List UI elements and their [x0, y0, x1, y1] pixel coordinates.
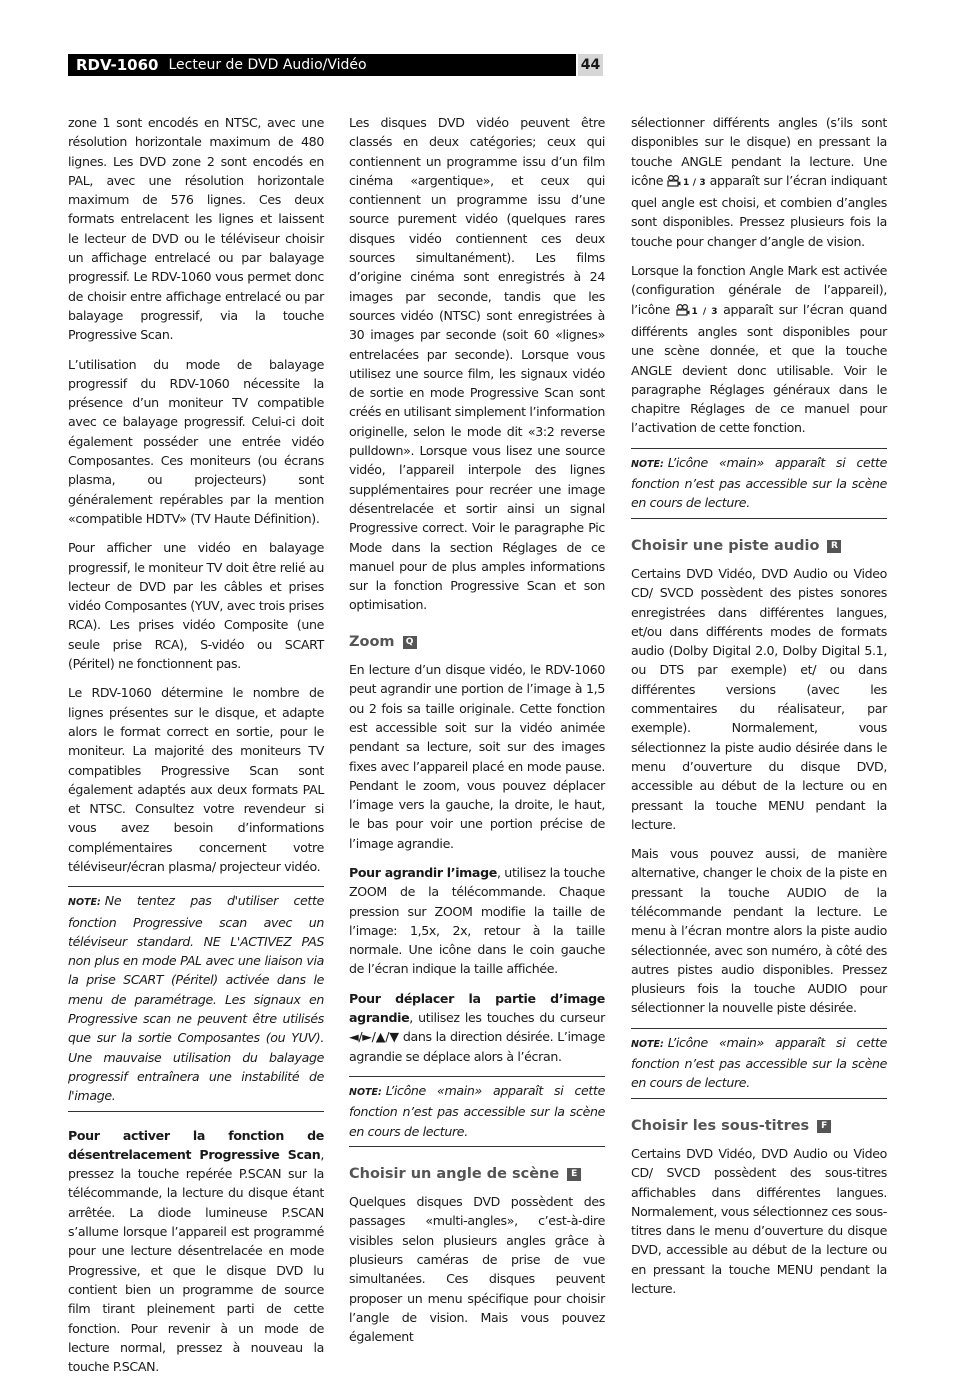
paragraph: Quelques disques DVD possèdent des passages «multi-angles», c’est-à-dire visibles selon plusieurs angles grâce à plusieurs caméras de prise de vue simultanées. Ces disques peuvent proposer un menu spécifique pour choisir l’angle de vision. Mais vous pouvez également: [349, 1194, 605, 1345]
remote-key-badge: R: [827, 540, 841, 553]
paragraph-text: sélectionner différents angles (s’ils sont disponibles sur le disque) en pressant la touche ANGLE pendant la lecture. Une icône: [631, 115, 887, 188]
camera-angle-icon: [676, 304, 690, 316]
angle-fraction: 1 / 3: [691, 306, 718, 317]
paragraph-text: apparaît sur l’écran quand différents angles sont disponibles pour une scène donnée, et que la touche ANGLE devient donc utilisable. Voir le paragraphe Réglages généraux dans le chapitre Réglages de ce manuel pour l’activation de cette fonction.: [631, 301, 888, 436]
paragraph-text: , utilisez la touche ZOOM de la télécommande. Chaque pression sur ZOOM modifie la taille de l’image: 1,5x, 2x, retour à la taille normale. Une icône dans le coin gauche de l’écran indique la taille affichée.: [349, 864, 605, 977]
camera-angle-icon: [667, 175, 681, 187]
bold-lead: Pour activer la fonction de désentrelacement Progressive Scan: [68, 1127, 324, 1162]
remote-key-badge: F: [817, 1120, 831, 1133]
paragraph: [349, 863, 605, 979]
note-text: L’icône «main» apparaît si cette fonction n’est pas accessible sur la scène en cours de lecture.: [631, 454, 887, 511]
paragraph: [631, 113, 887, 251]
note-box: [631, 448, 887, 519]
paragraph: Les disques DVD vidéo peuvent être classés en deux catégories; ceux qui contiennent un programme issu d’un film cinéma «argentique», et ceux qui contiennent un programme issu d’une source purement vidéo (quelques rares disques vidéo contiennent ces deux sources simultanément). Les films d’origine cinéma sont enregistrés à 24 images par seconde, tandis que les sources vidéo (NTSC) sont enregistrées à 30 images par seconde (soit 60 «lignes» entrelacées par seconde). Lorsque vous utilisez une source film, les signaux vidéo de sortie en mode Progressive Scan sont créés en utilisant simplement l’information originelle, selon le mode dit «3:2 reverse pulldown». Lorsque vous lisez une source vidéo, l’appareil interpole des lignes supplémentaires pour recréer une image désentrelacée et sortir ainsi un signal Progressive correct. Voir le paragraphe Pic Mode dans la section Réglages de ce manuel pour de plus amples informations sur la fonction Progressive Scan et son optimisation.: [349, 115, 605, 613]
paragraph: [631, 261, 887, 438]
remote-key-badge: E: [567, 1168, 581, 1181]
bold-lead: Pour agrandir l’image: [349, 864, 497, 880]
note-box: [349, 1076, 605, 1147]
note-text: Ne tentez pas d'utiliser cette fonction Progressive scan avec un téléviseur standard. NE L'ACTIVEZ PAS non plus en mode PAL avec une liaison via la prise SCART (Péritel) activée dans le menu de paramétrage. Les signaux en Progressive scan ne peuvent être utilisés que sur la sortie Composantes (ou YUV). Une mauvaise utilisation du balayage progressif entraînera une instabilité de l'image.: [68, 893, 324, 1104]
paragraph: Certains DVD Vidéo, DVD Audio ou Video CD/ SVCD possèdent des pistes sonores enregistrées dans différentes langues, et/ou dans différents modes de formats audio (Dolby Digital 2.0, Dolby Digital 5.1, ou DTS par exemple) et/ ou dans différentes versions (avec les commentaires du réalisateur, par exemple). Normalement, vous sélectionnez la piste audio désirée dans le menu d’ouverture du disque DVD, accessible au début de la lecture ou en pressant la touche MENU pendant la lecture.: [631, 565, 887, 832]
note-text: L’icône «main» apparaît si cette fonction n’est pas accessible sur la scène en cours de lecture.: [349, 1082, 605, 1139]
remote-key-badge: Q: [403, 636, 417, 649]
column-1: [68, 113, 324, 1386]
section-title: Choisir un angle de scène: [349, 1165, 560, 1182]
paragraph: [349, 989, 605, 1066]
paragraph: Mais vous pouvez aussi, de manière alternative, changer le choix de la piste en pressant la touche AUDIO de la télécommande pendant la lecture. Le menu à l’écran montre alors la piste audio sélectionnée, avec son numéro, à côté des autres pistes audio disponibles. Pressez plusieurs fois la touche AUDIO pour sélectionner la nouvelle piste désirée.: [631, 846, 887, 1016]
note-box: [631, 1028, 887, 1099]
section-title: Choisir les sous-titres: [631, 1117, 810, 1134]
model-name: RDV-1060: [76, 56, 159, 74]
paragraph: En lecture d’un disque vidéo, le RDV-1060 peut agrandir une portion de l’image à 1,5 ou 2 fois sa taille originale. Cette fonction est accessible soit sur la vidéo animée pendant sa lecture, soit sur des images fixes avec l’appareil placé en mode pause. Pendant le zoom, vous pouvez déplacer l’image vers la gauche, la droite, le haut, le bas pour voir une portion précise de l’image agrandie.: [349, 662, 605, 851]
page-number: 44: [578, 54, 603, 76]
paragraph-text: , pressez la touche repérée P.SCAN sur la télécommande, la lecture du disque étant arrêtée. La diode lumineuse P.SCAN s’allume lorsque l’appareil est programmé pour une lecture désentrelacée en mode Progressive, et que le disque DVD lu contient bien un programme de source film tirant pleinement parti de cette fonction. Pour revenir à un mode de lecture normal, pressez à nouveau la touche P.SCAN.: [68, 1146, 324, 1375]
section-heading-subtitles: [631, 1117, 887, 1136]
page-header: [68, 54, 576, 76]
note-text: L’icône «main» apparaît si cette fonction n’est pas accessible sur la scène en cours de lecture.: [631, 1034, 887, 1091]
note-label: NOTE:: [349, 1086, 382, 1098]
section-heading-angle: [349, 1165, 605, 1184]
paragraph: zone 1 sont encodés en NTSC, avec une résolution horizontale maximum de 480 lignes. Les DVD zone 2 sont encodés en PAL, avec une résolution horizontale maximum de 576 lignes. Ces deux formats entrelacent les lignes et laissent le lecteur de DVD ou le téléviseur choisir un affichage entrelacé ou par balayage progressif. Le RDV-1060 vous permet donc de choisir entre affichage entrelacé ou par balayage progressif, via la touche Progressive Scan.: [68, 115, 324, 343]
section-title: Choisir une piste audio: [631, 537, 820, 554]
note-label: NOTE:: [631, 1038, 664, 1050]
angle-fraction: 1 / 3: [683, 177, 706, 188]
paragraph: L’utilisation du mode de balayage progressif du RDV-1060 nécessite la présence d’un moniteur TV compatible avec ce balayage progressif. Celui-ci doit également posséder une entrée vidéo Composantes. Ces moniteurs (ou écrans plasma, ou projecteurs) sont généralement repérables par la mention «compatible HDTV» (TV Haute Définition).: [68, 356, 324, 526]
header-subtitle: Lecteur de DVD Audio/Vidéo: [168, 57, 367, 73]
note-label: NOTE:: [631, 458, 664, 470]
paragraph-text: apparaît sur l’écran indiquant quel angle est choisi, et combien d’angles sont disponibles. Pressez plusieurs fois la touche pour changer d’angle de vision.: [631, 172, 888, 249]
paragraph: Le RDV-1060 détermine le nombre de lignes présentes sur le disque, et adapte alors le format correct en sortie, pour le moniteur. La majorité des moniteurs TV compatibles Progressive Scan sont également adaptés aux deux formats PAL et NTSC. Consultez votre revendeur si vous avez besoin d’informations complémentaires concernent votre téléviseur/écran plasma/ projecteur vidéo.: [68, 685, 324, 874]
column-3: [631, 113, 887, 1308]
paragraph-text: , utilisez les touches du curseur ◄/►/▲/▼ dans la direction désirée. L’image agrandie se déplace alors à l’écran.: [349, 1010, 605, 1064]
section-title: Zoom: [349, 633, 395, 650]
column-2: [349, 113, 605, 1357]
paragraph-text: Lorsque la fonction Angle Mark est activée (configuration générale de l’appareil), l’icône: [631, 263, 887, 317]
paragraph: Certains DVD Vidéo, DVD Audio ou Video CD/ SVCD possèdent des sous-titres affichables dans différentes langues. Normalement, vous sélectionnez ces sous-titres dans le menu d’ouverture du disque DVD, accessible au début de la lecture ou en pressant la touche MENU pendant la lecture.: [631, 1145, 887, 1297]
note-box: [68, 886, 324, 1111]
section-heading-audio: [631, 537, 887, 556]
bold-lead: Pour déplacer la partie d’image agrandie: [349, 990, 605, 1026]
paragraph: Pour afficher une vidéo en balayage progressif, le moniteur TV doit être relié au lecteur de DVD par les câbles et prises vidéo Composantes (YUV, avec trois prises RCA). Les prises vidéo Composite (une seule prise RCA), S-vidéo ou SCART (Péritel) ne fonctionnent pas.: [68, 540, 324, 672]
section-heading-zoom: [349, 633, 605, 652]
paragraph: [68, 1126, 324, 1377]
note-label: NOTE:: [68, 897, 101, 909]
